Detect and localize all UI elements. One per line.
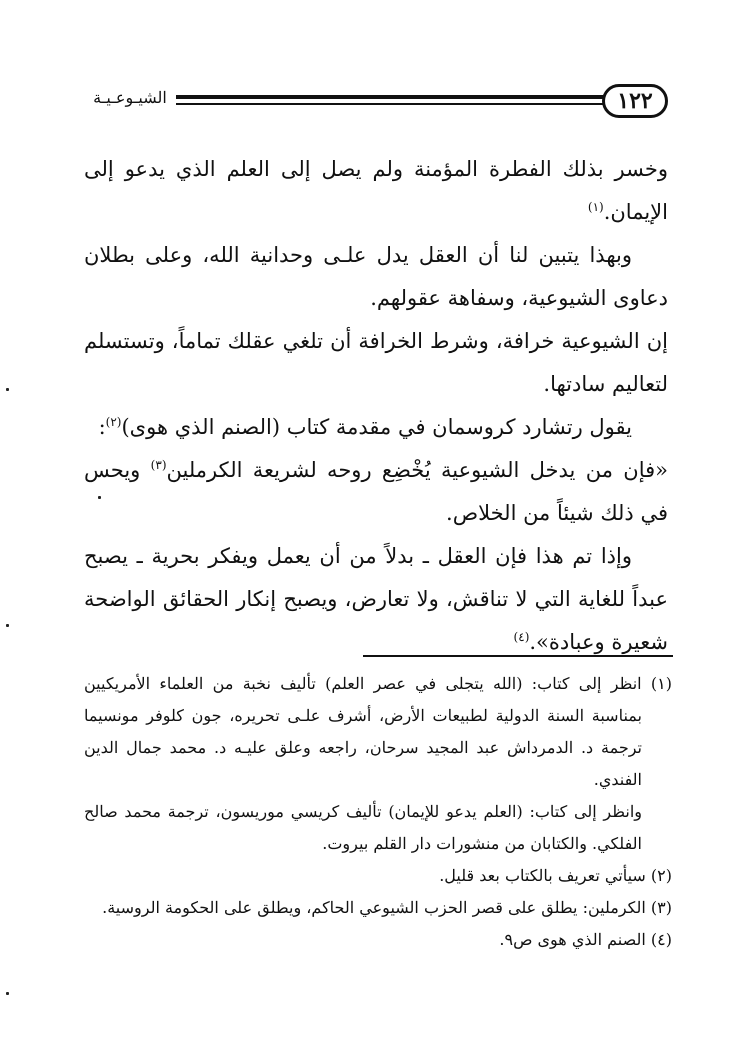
header-rule-thin xyxy=(176,103,606,105)
header-rule xyxy=(176,95,606,107)
paragraph-1-text: وخسر بذلك الفطرة المؤمنة ولم يصل إلى العلم الذي يدعو إلى الإيمان. xyxy=(84,157,668,224)
footnote-2: (٢) سيأتي تعريف بالكتاب بعد قليل. xyxy=(439,866,672,885)
footnote-ref-1[interactable]: (١) xyxy=(587,200,604,214)
footnote-ref-3[interactable]: (٣) xyxy=(150,458,167,472)
paragraph-1 xyxy=(84,148,668,234)
scan-mark xyxy=(6,388,9,391)
footnote-4: (٤) الصنم الذي هوى ص٩. xyxy=(499,930,672,949)
paragraph-3 xyxy=(84,320,668,406)
footnote-1: (١) انظر إلى كتاب: (الله يتجلى في عصر العلم) تأليف نخبة من العلماء الأمريكيين بمناسبة السنة الدولية لطبيعات الأرض، أشرف علـى تحريره، جون كلوفر مونسيما ترجمة د. الدمرداش عبد المجيد سرحان، راجعه وعلق عليـه د. محمد جمال الدين الفندي. xyxy=(84,674,672,789)
paragraph-4 xyxy=(84,406,668,449)
colon: : xyxy=(98,415,106,439)
scan-mark xyxy=(6,624,9,627)
paragraph-6 xyxy=(84,535,668,664)
running-title: الشيـوعـيـة xyxy=(93,88,167,107)
page-header xyxy=(86,80,668,122)
paragraph-2 xyxy=(84,234,668,320)
footnotes xyxy=(84,668,672,956)
paragraph-3-text: إن الشيوعية خرافة، وشرط الخرافة أن تلغي عقلك تماماً، وتستسلم لتعاليم سادتها. xyxy=(84,329,668,396)
scan-mark xyxy=(98,496,101,499)
paragraph-4-text: يقول رتشارد كروسمان في مقدمة كتاب (الصنم الذي هوى) xyxy=(121,415,632,439)
footnote-separator xyxy=(363,655,673,657)
footnote-ref-2[interactable]: (٢) xyxy=(105,415,122,429)
page-number: ١٢٢ xyxy=(602,84,668,118)
header-rule-thick xyxy=(176,95,606,99)
paragraph-5-cont: ويحس في ذلك شيئاً من الخلاص. xyxy=(84,458,668,525)
paragraph-6-text: وإذا تم هذا فإن العقل ـ بدلاً من أن يعمل ويفكر بحرية ـ يصبح عبداً للغاية التي لا تناقش، ولا تعارض، ويصبح إنكار الحقائق الواضحة شعيرة وعبادة». xyxy=(84,544,668,654)
paragraph-5-text: «فإن من يدخل الشيوعية يُخْضِع روحه لشريعة الكرملين xyxy=(166,458,668,482)
paragraph-5 xyxy=(84,449,668,535)
paragraph-2-text: وبهذا يتبين لنا أن العقل يدل علـى وحدانية الله، وعلى بطلان دعاوى الشيوعية، وسفاهة عقولهم. xyxy=(84,243,668,310)
footnote-ref-4[interactable]: (٤) xyxy=(513,630,530,644)
main-text xyxy=(84,148,668,664)
footnote-3: (٣) الكرملين: يطلق على قصر الحزب الشيوعي الحاكم، ويطلق على الحكومة الروسية. xyxy=(102,898,672,917)
footnote-1-cont: وانظر إلى كتاب: (العلم يدعو للإيمان) تأليف كريسي موريسون، ترجمة محمد صالح الفلكي. والكتابان من منشورات دار القلم بيروت. xyxy=(84,802,642,853)
scan-mark xyxy=(6,992,9,995)
